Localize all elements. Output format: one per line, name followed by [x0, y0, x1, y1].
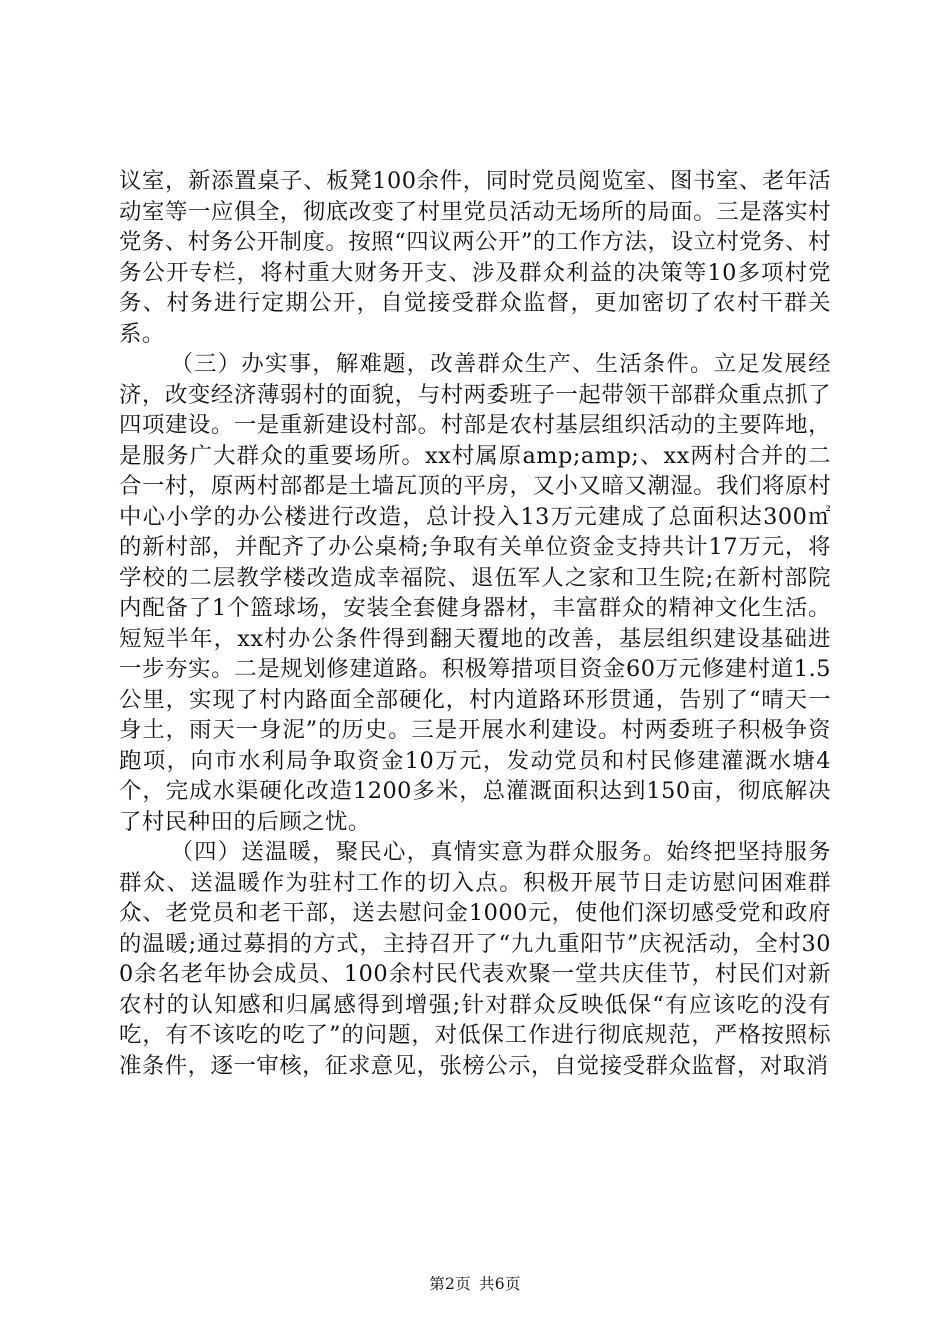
page-number: 第2页: [429, 1275, 471, 1293]
body-paragraph-3: （四）送温暖，聚民心，真情实意为群众服务。始终把坚持服务群众、送温暖作为驻村工作的切入点。积极开展节日走访慰问困难群众、老党员和老干部，送去慰问金1000元，使他们深切感受党和政府的温暖;通过募捐的方式，主持召开了“九九重阳节”庆祝活动，全村300余名老年协会成员、100余村民代表欢聚一堂共庆佳节，村民们对新农村的认知感和归属感得到增强;针对群众反映低保“有应该吃的没有吃，有不该吃的吃了”的问题，对低保工作进行彻底规范，严格按照标准条件，逐一审核，征求意见，张榜公示，自觉接受群众监督，对取消: [119, 839, 831, 1079]
page-footer: [0, 1274, 950, 1294]
document-body: [119, 166, 831, 1081]
page-total: 共6页: [479, 1275, 521, 1293]
body-paragraph-2: （三）办实事，解难题，改善群众生产、生活条件。立足发展经济，改变经济薄弱村的面貌，与村两委班子一起带领干部群众重点抓了四项建设。一是重新建设村部。村部是农村基层组织活动的主要阵地，是服务广大群众的重要场所。xx村属原amp;amp;、xx两村合并的二合一村，原两村部都是土墙瓦顶的平房，又小又暗又潮湿。我们将原村中心小学的办公楼进行改造，总计投入13万元建成了总面积达300㎡的新村部，并配齐了办公桌椅;争取有关单位资金支持共计17万元，将学校的二层教学楼改造成幸福院、退伍军人之家和卫生院;在新村部院内配备了1个篮球场，安装全套健身器材，丰富群众的精神文化生活。短短半年，xx村办公条件得到翻天覆地的改善，基层组织建设基础进一步夯实。二是规划修建道路。积极筹措项目资金60万元修建村道1.5公里，实现了村内路面全部硬化，村内道路环形贯通，告别了“晴天一身土，雨天一身泥”的历史。三是开展水利建设。村两委班子积极争资跑项，向市水利局争取资金10万元，发动党员和村民修建灌溉水塘4个，完成水渠硬化改造1200多米，总灌溉面积达到150亩，彻底解决了村民种田的后顾之忧。: [119, 351, 831, 835]
body-paragraph-1: 议室，新添置桌子、板凳100余件，同时党员阅览室、图书室、老年活动室等一应俱全，彻底改变了村里党员活动无场所的局面。三是落实村党务、村务公开制度。按照“四议两公开”的工作方法，设立村党务、村务公开专栏，将村重大财务开支、涉及群众利益的决策等10多项村党务、村务进行定期公开，自觉接受群众监督，更加密切了农村干群关系。: [119, 168, 831, 347]
